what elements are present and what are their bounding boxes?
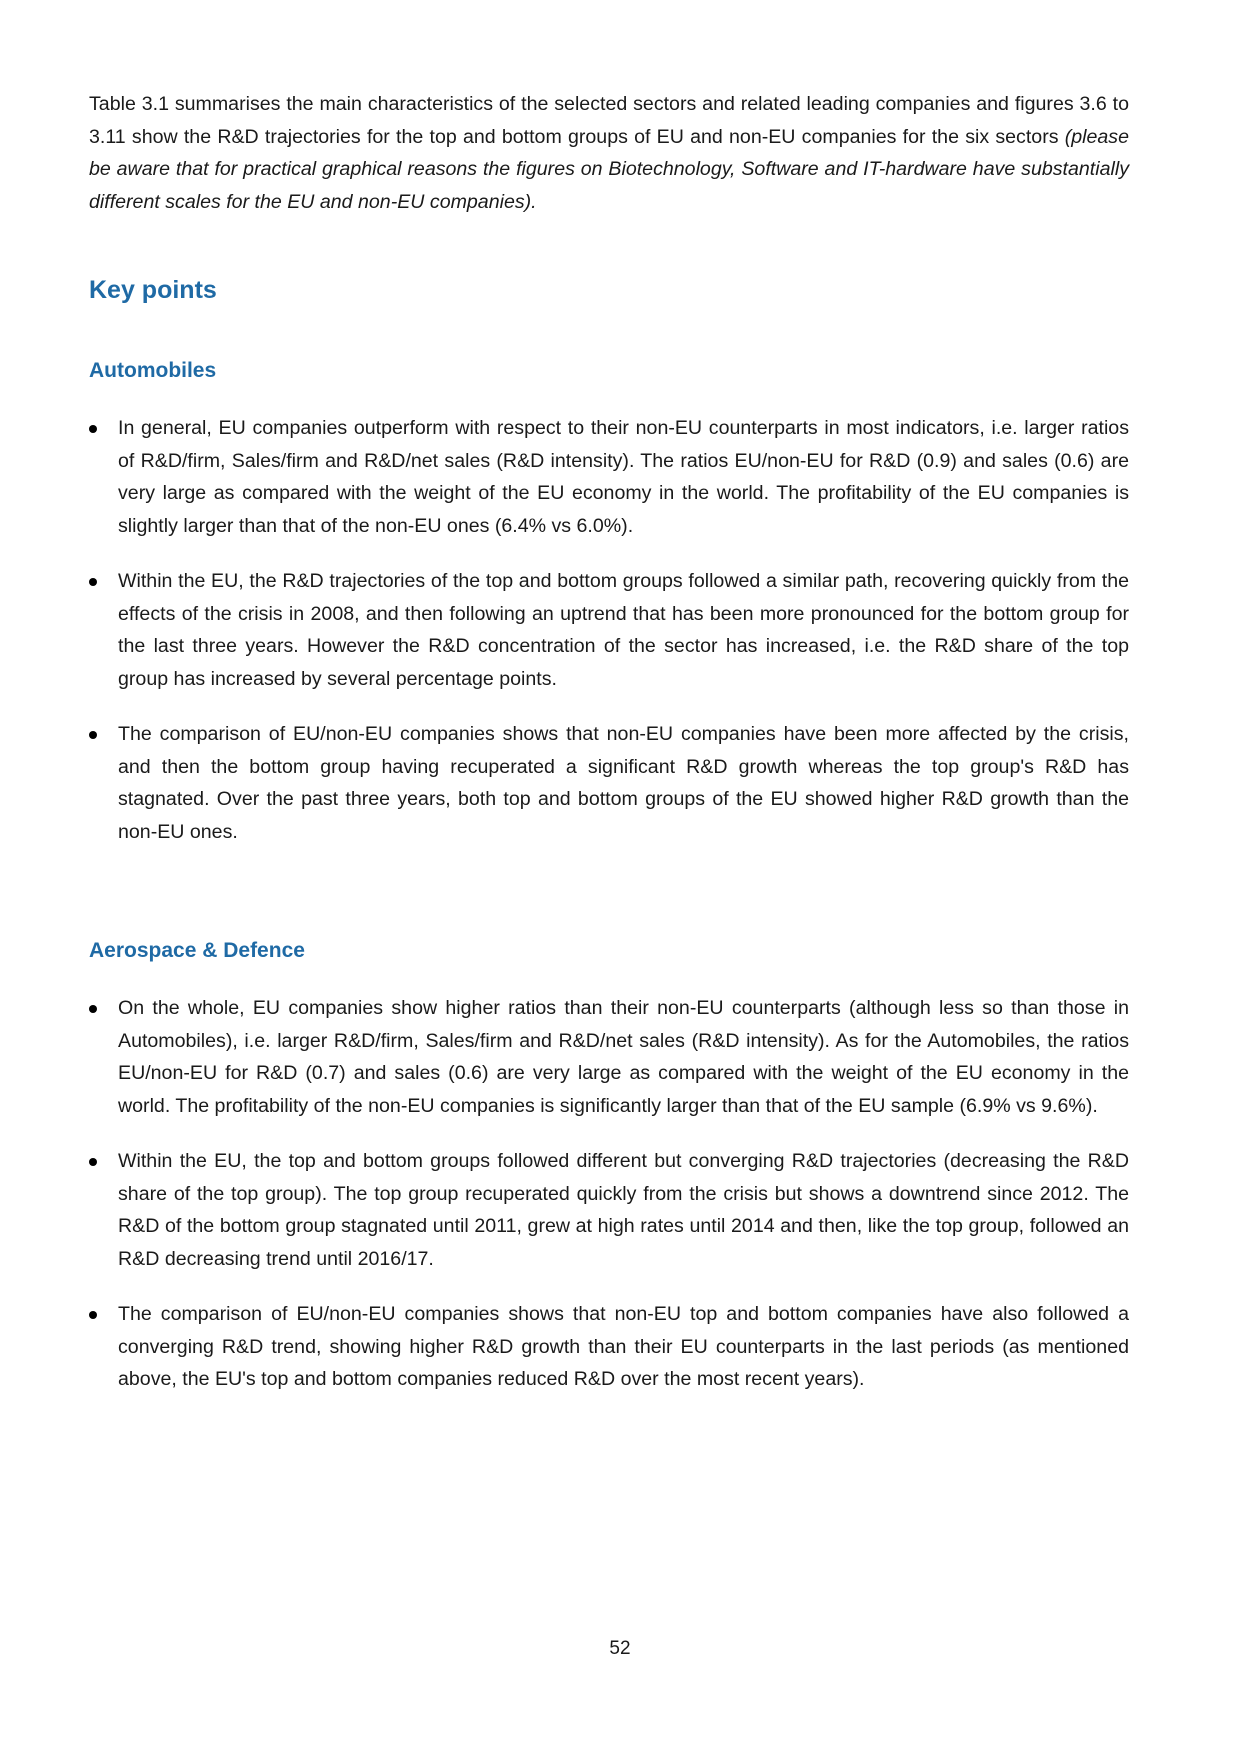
intro-italic-note: (please be aware that for practical graphical reasons the figures on Biotechnology, Software and IT-hardware have substantially different scales for the EU and non-EU companies). bbox=[89, 125, 1129, 213]
page-number: 52 bbox=[609, 1638, 631, 1659]
bullet-text: In general, EU companies outperform with respect to their non-EU counterparts in most indicators, i.e. larger ratios of R&D/firm, Sales/firm and R&D/net sales (R&D intensity). The ratios EU/non-EU for R&D (0.9) and sales (0.6) are very large as compared with the weight of the EU economy in the world. The profitability of the EU companies is slightly larger than that of the non-EU ones (6.4% vs 6.0%). bbox=[118, 417, 1129, 537]
list-item bbox=[89, 718, 1129, 848]
key-points-heading: Key points bbox=[89, 276, 217, 304]
bullet-text: The comparison of EU/non-EU companies shows that non-EU companies have been more affected by the crisis, and then the bottom group having recuperated a significant R&D growth whereas the top group's R&D has stagnated. Over the past three years, both top and bottom groups of the EU showed higher R&D growth than the non-EU ones. bbox=[118, 723, 1129, 843]
bullet-icon bbox=[89, 1311, 97, 1319]
bullet-icon bbox=[89, 731, 97, 739]
list-item bbox=[89, 565, 1129, 695]
bullet-text: Within the EU, the top and bottom groups followed different but converging R&D trajectories (decreasing the R&D share of the top group). The top group recuperated quickly from the crisis but shows a downtrend since 2012. The R&D of the bottom group stagnated until 2011, grew at high rates until 2014 and then, like the top group, followed an R&D decreasing trend until 2016/17. bbox=[118, 1150, 1129, 1270]
bullet-icon bbox=[89, 1158, 97, 1166]
bullet-icon bbox=[89, 1005, 97, 1013]
aerospace-bullet-list bbox=[89, 992, 1129, 1396]
list-item bbox=[89, 1145, 1129, 1275]
section-title-aerospace-defence: Aerospace & Defence bbox=[89, 939, 305, 962]
list-item bbox=[89, 992, 1129, 1122]
bullet-icon bbox=[89, 425, 97, 433]
intro-paragraph bbox=[89, 88, 1129, 218]
section-title-automobiles: Automobiles bbox=[89, 359, 217, 382]
automobiles-bullet-list bbox=[89, 412, 1129, 848]
bullet-icon bbox=[89, 578, 97, 586]
list-item bbox=[89, 412, 1129, 542]
list-item bbox=[89, 1298, 1129, 1396]
document-page bbox=[89, 88, 1129, 1396]
bullet-text: The comparison of EU/non-EU companies shows that non-EU top and bottom companies have also followed a converging R&D trend, showing higher R&D growth than their EU counterparts in the last periods (as mentioned above, the EU's top and bottom companies reduced R&D over the most recent years). bbox=[118, 1303, 1129, 1390]
intro-text: Table 3.1 summarises the main characteristics of the selected sectors and related leading companies and figures 3.6 to 3.11 show the R&D trajectories for the top and bottom groups of EU and non-EU companies for the six sectors bbox=[89, 93, 1129, 148]
bullet-text: Within the EU, the R&D trajectories of the top and bottom groups followed a similar path, recovering quickly from the effects of the crisis in 2008, and then following an uptrend that has been more pronounced for the bottom group for the last three years. However the R&D concentration of the sector has increased, i.e. the R&D share of the top group has increased by several percentage points. bbox=[118, 570, 1129, 690]
bullet-text: On the whole, EU companies show higher ratios than their non-EU counterparts (although less so than those in Automobiles), i.e. larger R&D/firm, Sales/firm and R&D/net sales (R&D intensity). As for the Automobiles, the ratios EU/non-EU for R&D (0.7) and sales (0.6) are very large as compared with the weight of the EU economy in the world. The profitability of the non-EU companies is significantly larger than that of the EU sample (6.9% vs 9.6%). bbox=[118, 997, 1129, 1117]
